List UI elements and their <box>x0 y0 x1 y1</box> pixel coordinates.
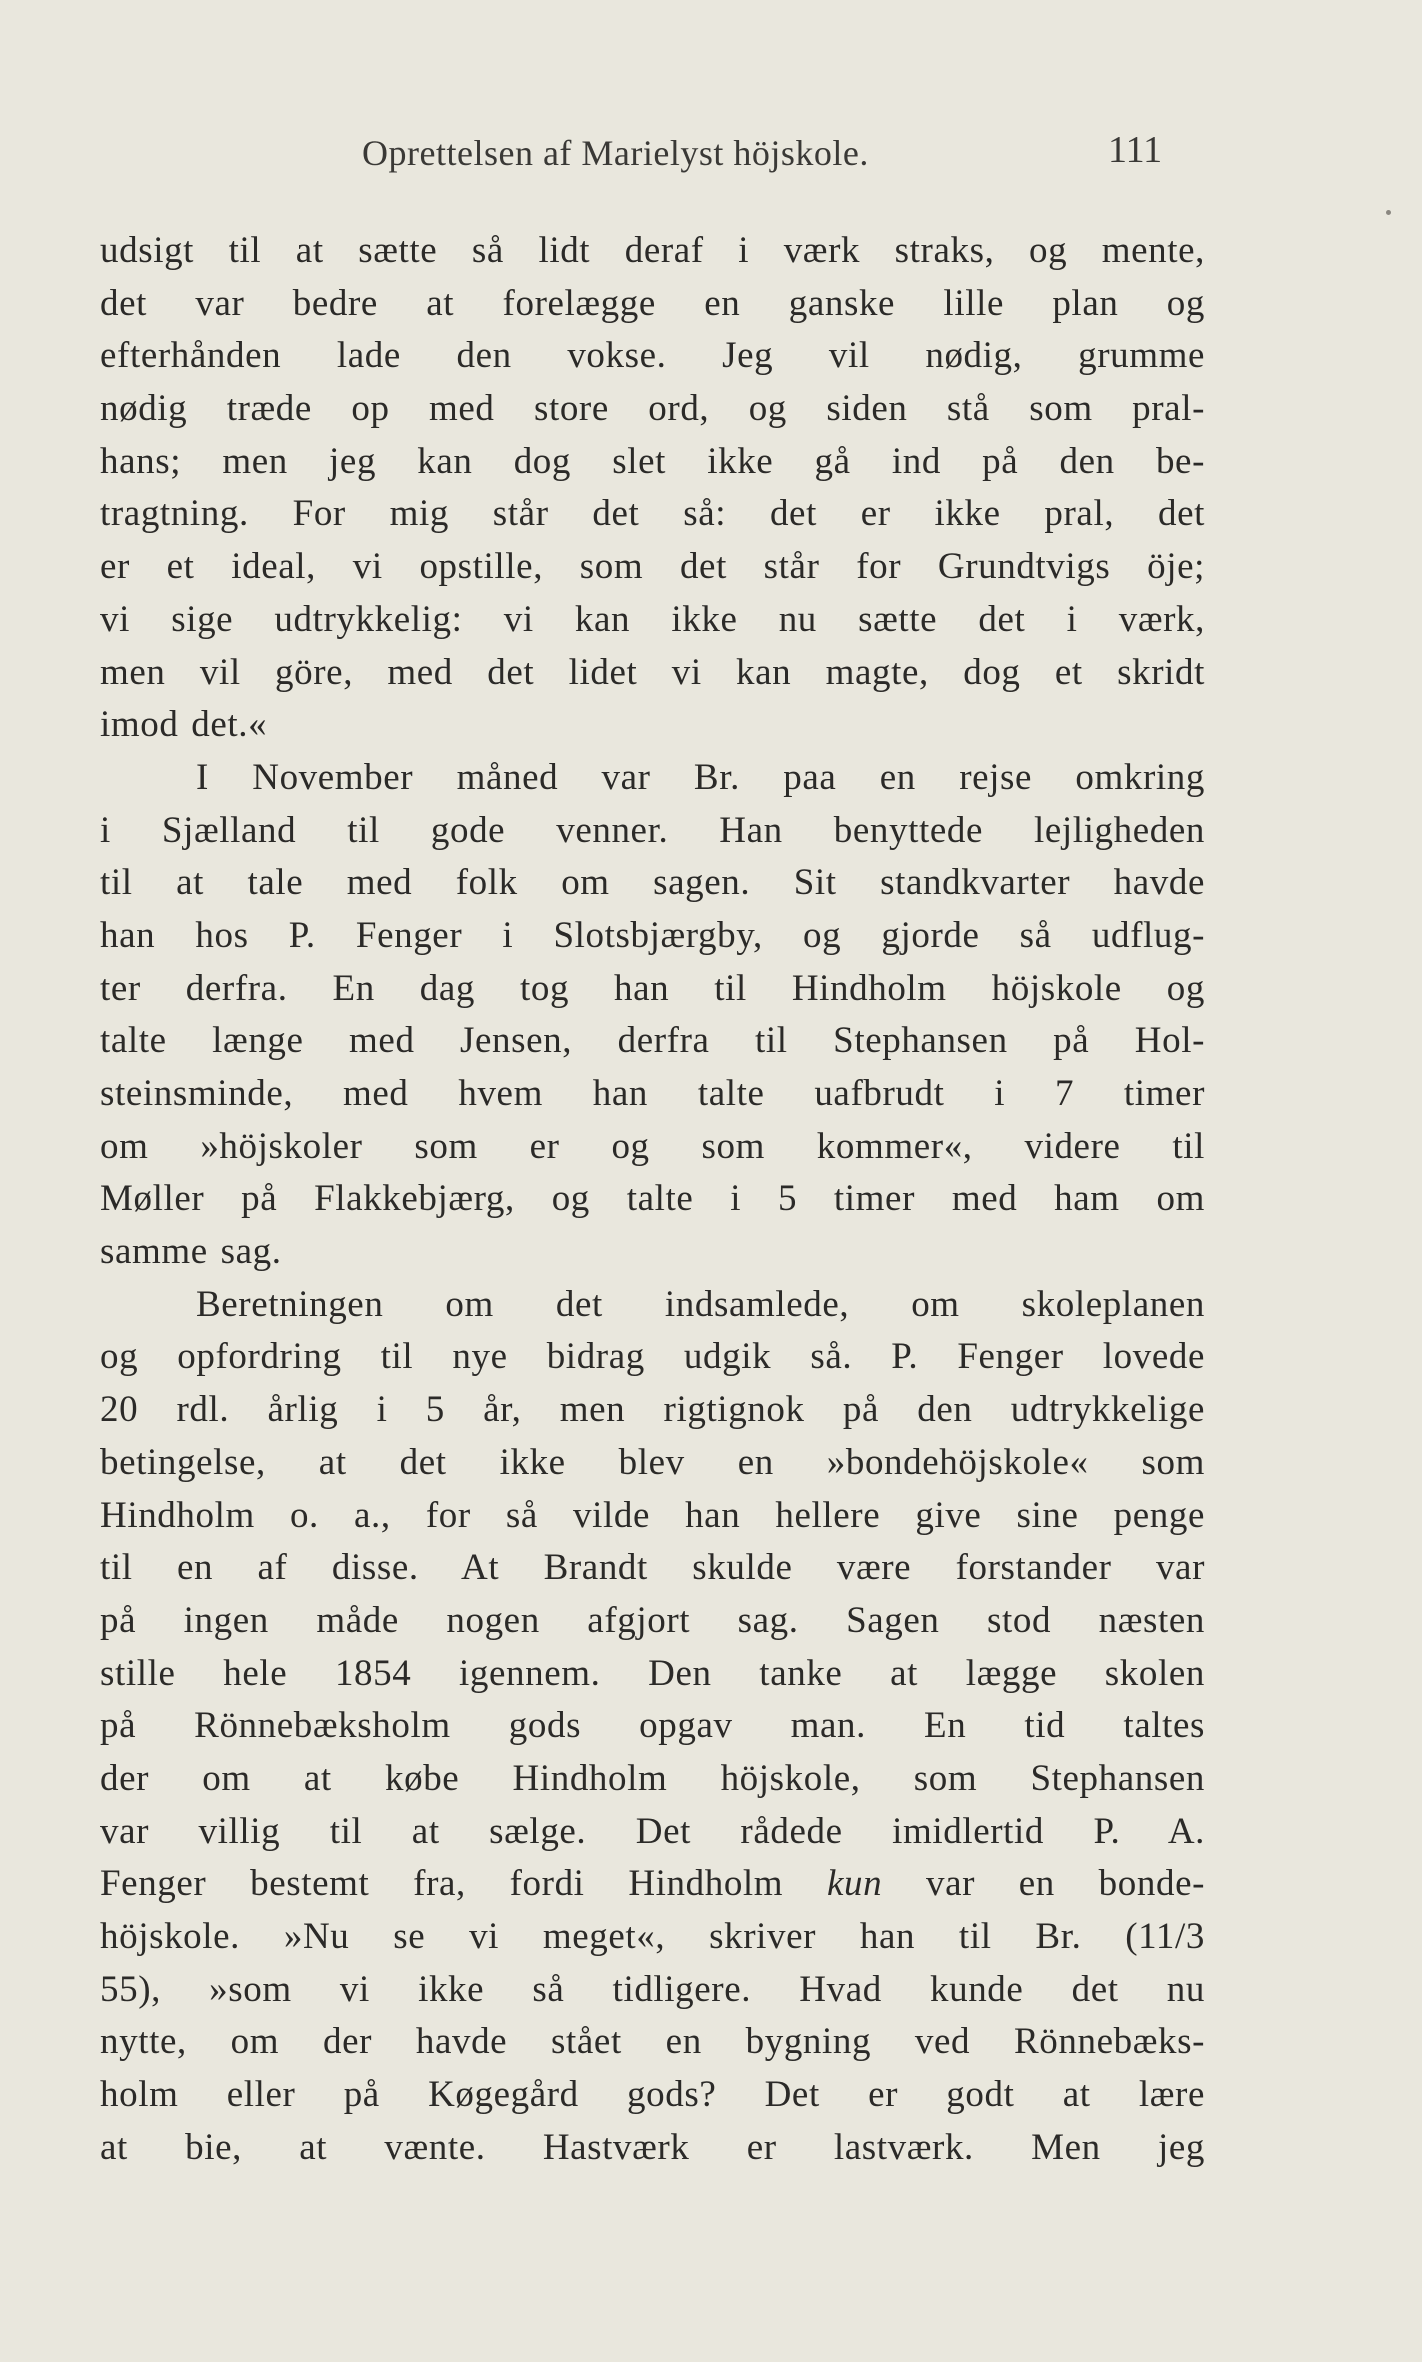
body-text <box>100 225 1205 2174</box>
text-line: om »höjskoler som er og som kommer«, videre til <box>100 1125 1205 1167</box>
text-line: hans; men jeg kan dog slet ikke gå ind på den be- <box>100 440 1205 482</box>
text-line: vi sige udtrykkelig: vi kan ikke nu sætte det i værk, <box>100 598 1205 640</box>
text-line: til en af disse. At Brandt skulde være forstander var <box>100 1547 1205 1589</box>
text-line: til at tale med folk om sagen. Sit standkvarter havde <box>100 862 1205 904</box>
text-line: var villig til at sælge. Det rådede imidlertid P. A. <box>100 1810 1205 1852</box>
text-line: men vil göre, med det lidet vi kan magte, dog et skridt <box>100 651 1205 693</box>
text-line: der om at købe Hindholm höjskole, som Stephansen <box>100 1757 1205 1799</box>
text-line: det var bedre at forelægge en ganske lille plan og <box>100 282 1205 324</box>
text-line: og opfordring til nye bidrag udgik så. P. Fenger lovede <box>100 1336 1205 1378</box>
text-line: betingelse, at det ikke blev en »bondehöjskole« som <box>100 1441 1205 1483</box>
text-line: i Sjælland til gode venner. Han benyttede lejligheden <box>100 809 1205 851</box>
running-title: Oprettelsen af Marielyst höjskole. <box>362 133 869 173</box>
text-line: efterhånden lade den vokse. Jeg vil nødig, grumme <box>100 335 1205 377</box>
text-line: nytte, om der havde stået en bygning ved Rönnebæks- <box>100 2021 1205 2063</box>
text-line: nødig træde op med store ord, og siden stå som pral- <box>100 388 1205 430</box>
text-line: på ingen måde nogen afgjort sag. Sagen stod næsten <box>100 1599 1205 1641</box>
text-line: udsigt til at sætte så lidt deraf i værk straks, og mente, <box>100 230 1205 271</box>
text-line: er et ideal, vi opstille, som det står for Grundtvigs öje; <box>100 546 1205 588</box>
text-line-paragraph-end: samme sag. <box>100 1231 282 1273</box>
text-line: 20 rdl. årlig i 5 år, men rigtignok på den udtrykkelige <box>100 1389 1205 1431</box>
text-line-paragraph-end: imod det.« <box>100 704 268 746</box>
text-line: ter derfra. En dag tog han til Hindholm höjskole og <box>100 967 1205 1009</box>
text-line: tragtning. For mig står det så: det er ikke pral, det <box>100 493 1205 535</box>
text-line: höjskole. »Nu se vi meget«, skriver han til Br. (11/3 <box>100 1916 1205 1957</box>
text-line: Fenger bestemt fra, fordi Hindholm kun var en bonde- <box>100 1863 1206 1905</box>
text-line: stille hele 1854 igennem. Den tanke at lægge skolen <box>100 1652 1205 1694</box>
margin-speck <box>1386 210 1391 215</box>
text-line: steinsminde, med hvem han talte uafbrudt i 7 timer <box>100 1073 1205 1114</box>
emphasized-word: kun <box>826 1863 883 1905</box>
page-number: 111 <box>1108 129 1163 171</box>
text-line-paragraph-start: I November måned var Br. paa en rejse omkring <box>196 756 1205 798</box>
text-line: at bie, at vænte. Hastværk er lastværk. Men jeg <box>100 2126 1205 2168</box>
text-line: holm eller på Køgegård gods? Det er godt at lære <box>100 2074 1205 2116</box>
text-line-paragraph-start: Beretningen om det indsamlede, om skoleplanen <box>196 1283 1205 1325</box>
text-line: han hos P. Fenger i Slotsbjærgby, og gjorde så udflug- <box>100 914 1205 956</box>
text-line: på Rönnebæksholm gods opgav man. En tid taltes <box>100 1705 1205 1747</box>
text-line: Møller på Flakkebjærg, og talte i 5 timer med ham om <box>100 1178 1205 1220</box>
text-line: 55), »som vi ikke så tidligere. Hvad kunde det nu <box>100 1968 1205 2010</box>
text-line: Hindholm o. a., for så vilde han hellere give sine penge <box>100 1494 1205 1536</box>
text-line: talte længe med Jensen, derfra til Stephansen på Hol- <box>100 1020 1205 1062</box>
